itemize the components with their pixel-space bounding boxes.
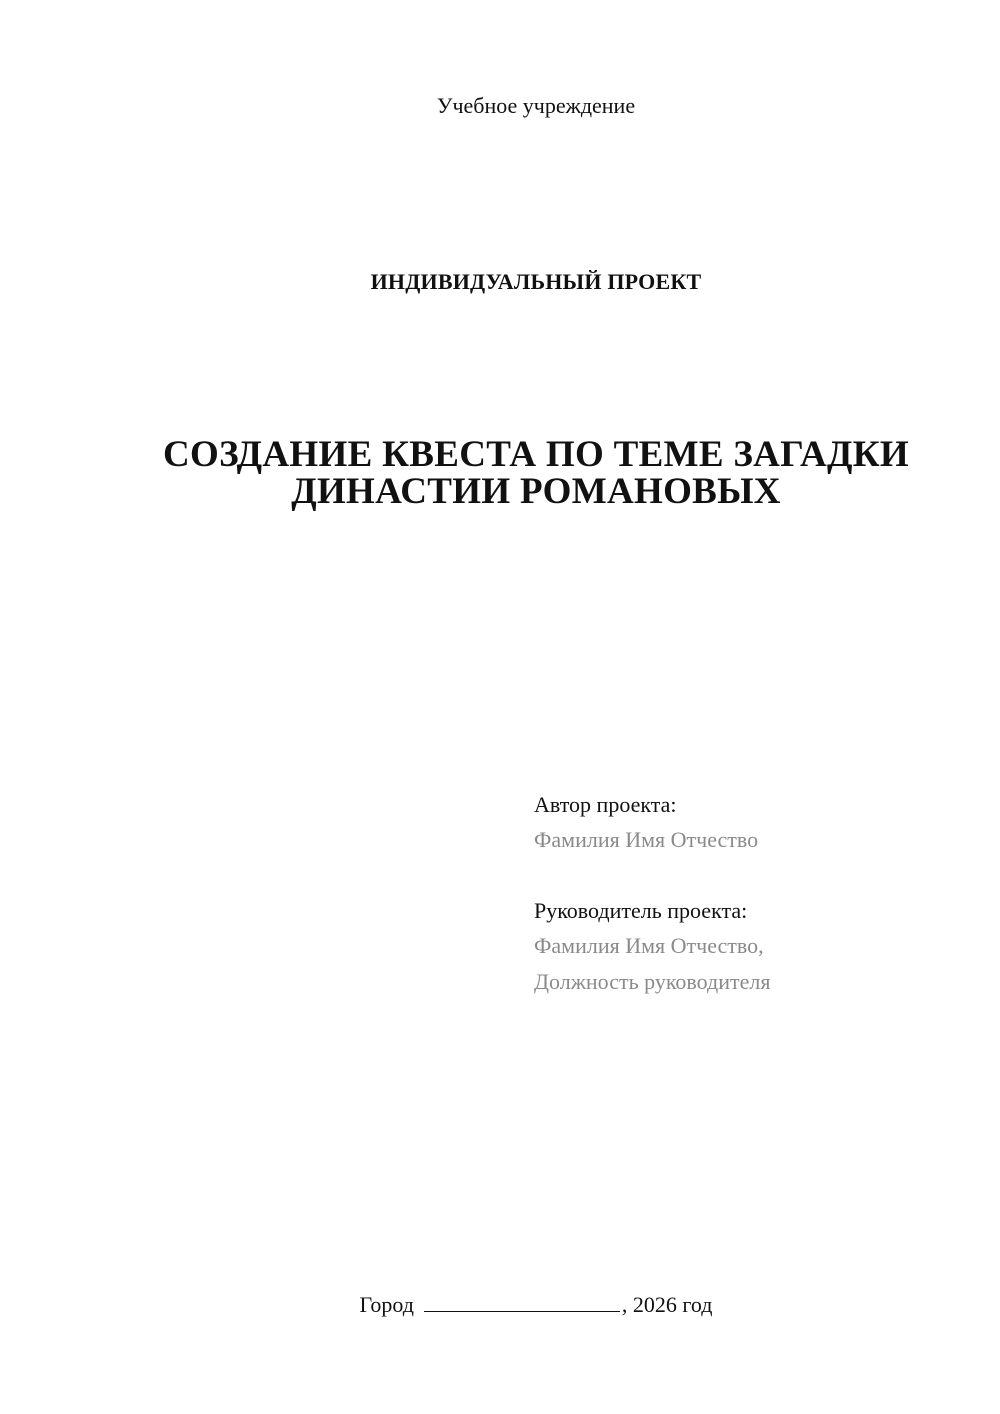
author-label: Автор проекта: xyxy=(534,792,677,817)
document-type-label: ИНДИВИДУАЛЬНЫЙ ПРОЕКТ xyxy=(370,269,702,294)
author-name: Фамилия Имя Отчество xyxy=(534,827,759,852)
supervisor-name: Фамилия Имя Отчество, xyxy=(534,933,764,958)
institution-name: Учебное учреждение xyxy=(436,93,636,118)
institution-header xyxy=(86,92,986,120)
supervisor-label: Руководитель проекта: xyxy=(534,898,748,923)
city-blank-line xyxy=(424,1291,620,1312)
project-credits xyxy=(534,788,974,1000)
project-title-line-1: СОЗДАНИЕ КВЕСТА ПО ТЕМЕ ЗАГАДКИ xyxy=(162,434,909,475)
city-label: Город xyxy=(359,1292,414,1317)
spacer xyxy=(534,858,974,894)
project-title-line-2: ДИНАСТИИ РОМАНОВЫХ xyxy=(291,471,781,512)
supervisor-position: Должность руководителя xyxy=(534,969,771,994)
document-type xyxy=(86,268,986,296)
footer-city-year xyxy=(86,1290,986,1320)
year-label: , 2026 год xyxy=(621,1292,713,1317)
project-title xyxy=(86,436,986,510)
